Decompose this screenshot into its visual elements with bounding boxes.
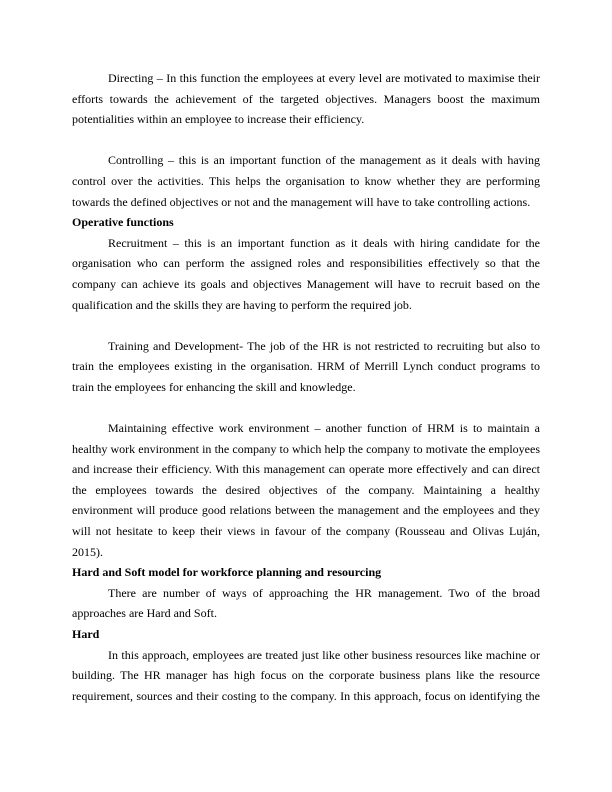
paragraph-hard-approach: In this approach, employees are treated just like other business resources like machine or building. The HR manager has high focus on the corporate business plans like the resource requirement, sources and their costing to the company. In this approach, focus on identifying the bbox=[72, 647, 540, 703]
paragraph-approaches: There are number of ways of approaching the HR management. Two of the broad approaches are Hard and Soft. bbox=[72, 585, 540, 621]
heading-hard: Hard bbox=[72, 627, 100, 642]
paragraph-directing: Directing – In this function the employees at every level are motivated to maximise their efforts towards the achievement of the targeted objectives. Managers boost the maximum potentialities within an employee to increase their efficiency. bbox=[72, 71, 540, 127]
paragraph-recruitment: Recruitment – this is an important function as it deals with hiring candidate for the organisation who can perform the assigned roles and responsibilities effectively so that the company can achieve its goals and objectives Management will have to recruit based on the qualification and the skills they are having to perform the required job. bbox=[72, 235, 540, 312]
paragraph-controlling: Controlling – this is an important function of the management as it deals with having control over the activities. This helps the organisation to know whether they are performing towards the defined objectives or not and the management will have to take controlling actions. bbox=[72, 153, 540, 209]
paragraph-training: Training and Development- The job of the HR is not restricted to recruiting but also to train the employees existing in the organisation. HRM of Merrill Lynch conduct programs to train the employees for enhancing the skill and knowledge. bbox=[72, 338, 540, 394]
heading-operative-functions: Operative functions bbox=[72, 215, 174, 230]
heading-hard-soft-model: Hard and Soft model for workforce planning and resourcing bbox=[72, 565, 382, 580]
paragraph-work-environment: Maintaining effective work environment – another function of HRM is to maintain a healthy work environment in the company to which help the company to motivate the employees and increase their efficiency. With this management can operate more effectively and can direct the employees towards the desired objectives of the company. Maintaining a healthy environment will produce good relations between the management and the employees and they will not hesitate to keep their views in favour of the company (Rousseau and Olivas Luján, 2015). bbox=[72, 421, 540, 559]
document-page bbox=[72, 68, 540, 706]
